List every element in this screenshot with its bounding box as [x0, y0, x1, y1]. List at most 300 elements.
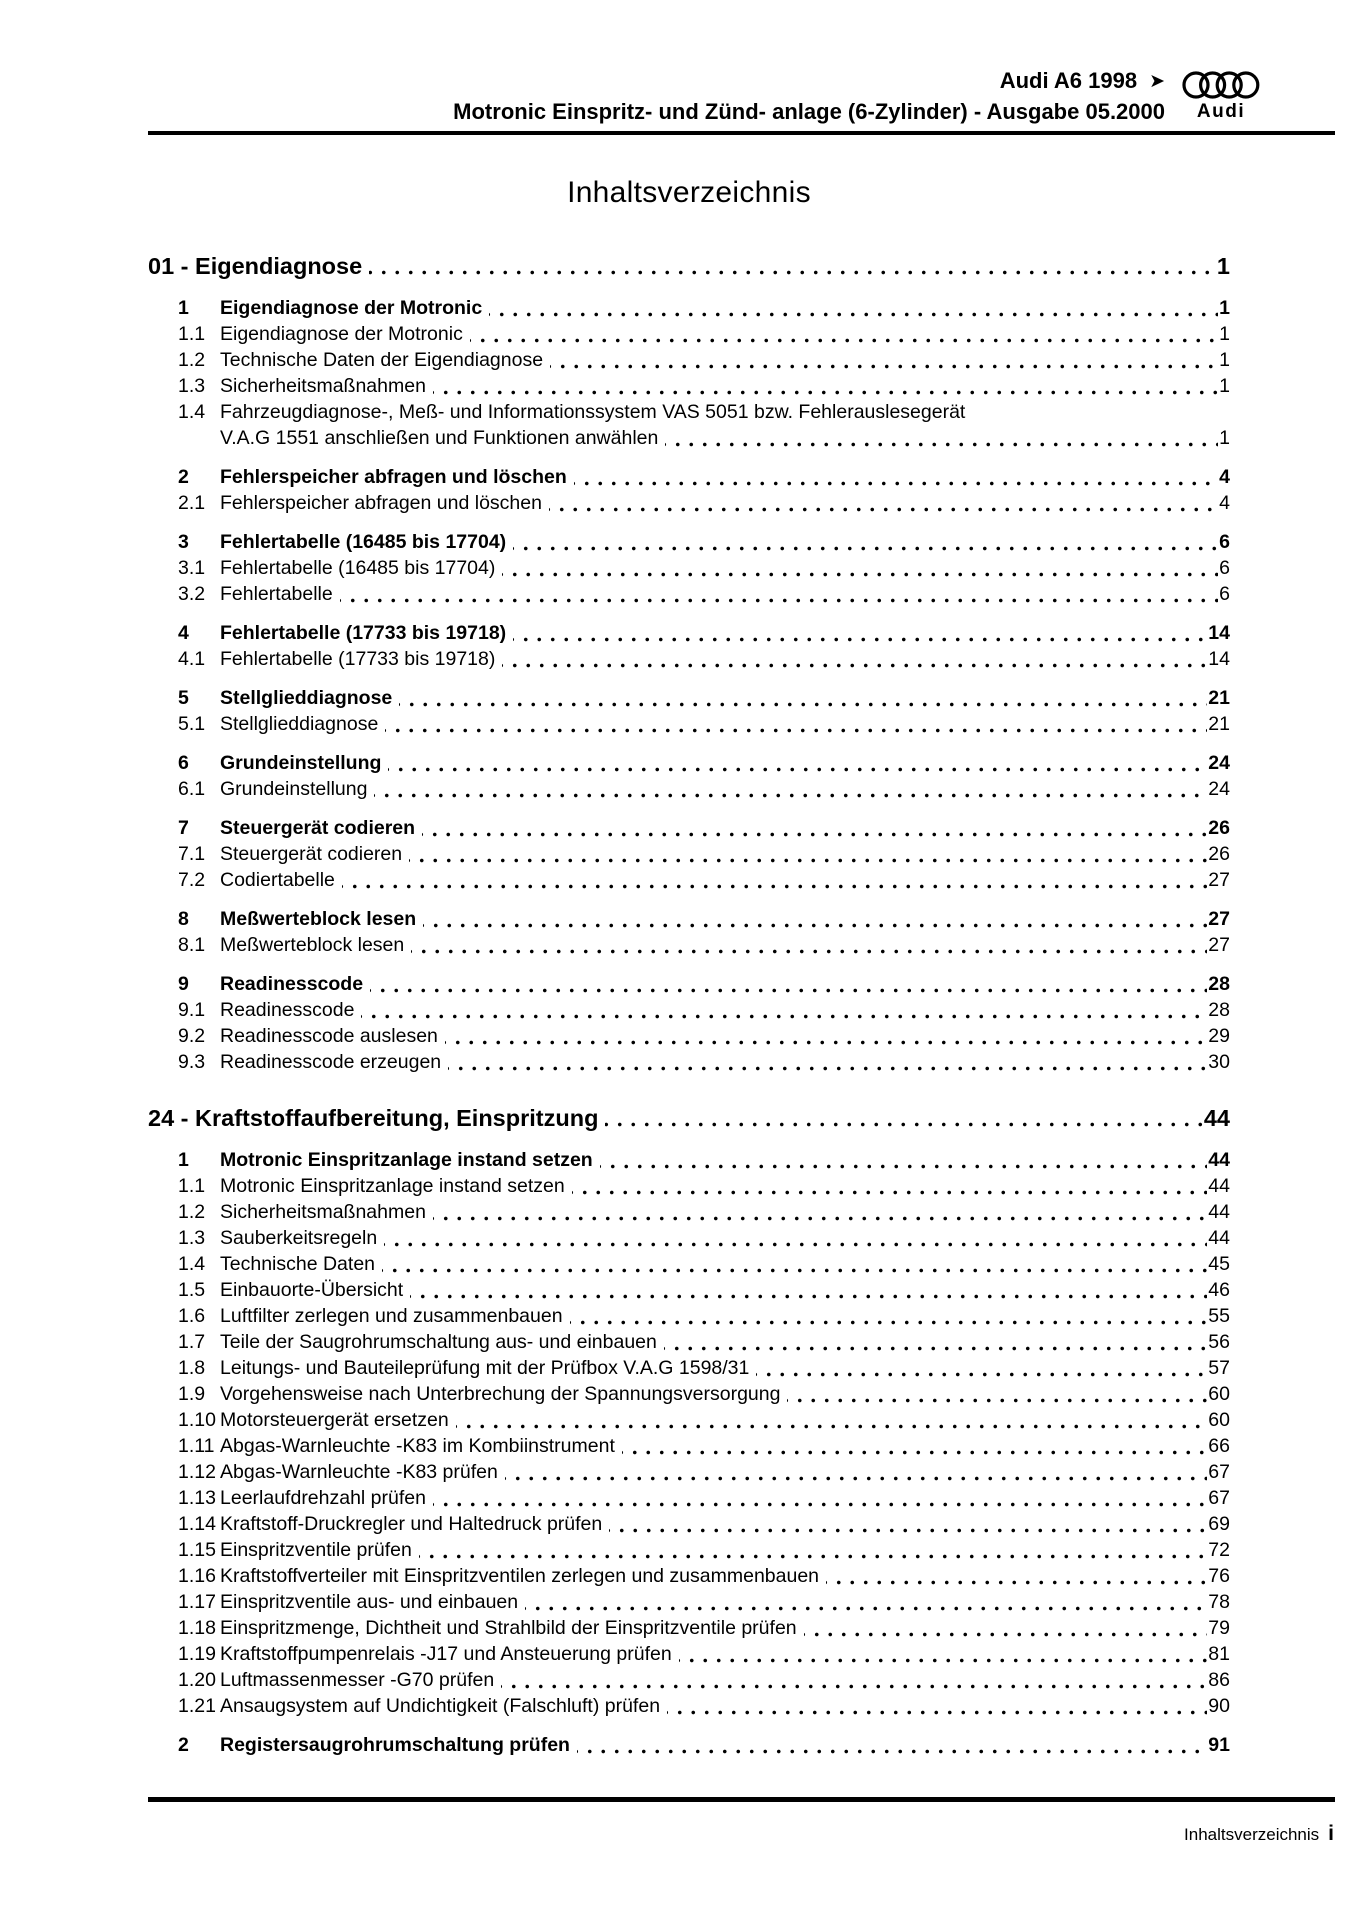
toc-entry-title-row	[220, 867, 1230, 893]
toc-entry-number: 2	[178, 1734, 189, 1756]
page-footer	[1184, 1822, 1334, 1846]
toc-entry	[178, 1563, 1230, 1589]
toc-entry-page-number: 29	[1208, 1025, 1230, 1047]
dot-leader	[525, 1589, 1207, 1615]
dot-leader	[600, 1147, 1208, 1173]
toc-entry-title-row	[220, 620, 1230, 646]
toc-entry-number: 1.2	[178, 349, 206, 371]
toc-entry-page-number: 1	[1219, 349, 1230, 371]
toc-entry-number: 9.1	[178, 999, 206, 1021]
toc-entry-number: 4.1	[178, 648, 206, 670]
toc-entry	[178, 1407, 1230, 1433]
toc-entry-number: 9.2	[178, 1025, 206, 1047]
toc-entry-title: Stellglieddiagnose	[220, 687, 393, 709]
toc-entry-title: Fehlerspeicher abfragen und löschen	[220, 492, 542, 514]
toc-entry-body	[220, 1615, 1230, 1641]
toc-entry-page-number: 44	[1208, 1149, 1230, 1171]
toc-entry-title-row	[220, 1563, 1230, 1589]
toc-entry-number: 6.1	[178, 778, 206, 800]
toc-entry-title: Sicherheitsmaßnahmen	[220, 375, 426, 397]
toc-entry-title-row	[220, 776, 1230, 802]
toc-entry-title-row	[220, 711, 1230, 737]
toc-chapter-entries	[148, 1147, 1230, 1758]
toc-entry-page-number: 21	[1208, 687, 1230, 709]
toc-entry-number: 3.2	[178, 583, 206, 605]
toc-entry-body	[220, 1511, 1230, 1537]
toc-entry-body	[220, 1589, 1230, 1615]
toc-entry-title: Einspritzventile prüfen	[220, 1539, 412, 1561]
toc-entry-number: 3.1	[178, 557, 206, 579]
toc-entry-body	[220, 1173, 1230, 1199]
toc-entry	[178, 1303, 1230, 1329]
toc-entry-body	[220, 1251, 1230, 1277]
toc-entry-title: Kraftstoffverteiler mit Einspritzventilen zerlegen und zusammenbauen	[220, 1565, 820, 1587]
toc-entry-page-number: 1	[1219, 427, 1230, 449]
toc-entry-number: 1.2	[178, 1201, 206, 1223]
toc-entry-page-number: 81	[1208, 1643, 1230, 1665]
dot-leader	[423, 906, 1207, 932]
toc-entry-title: Fehlertabelle (16485 bis 17704)	[220, 557, 496, 579]
toc-entry-number: 1.3	[178, 1227, 206, 1249]
toc-entry-page-number: 44	[1208, 1227, 1230, 1249]
toc-entry-title: Einbauorte-Übersicht	[220, 1279, 404, 1301]
dot-leader	[502, 555, 1218, 581]
toc-entry-body	[220, 1303, 1230, 1329]
toc-entry	[178, 490, 1230, 516]
toc-entry-title-row	[220, 906, 1230, 932]
dot-leader	[665, 425, 1218, 451]
toc-entry-number: 9	[178, 973, 189, 995]
toc-entry	[178, 321, 1230, 347]
dot-leader	[370, 971, 1207, 997]
toc-entry-title-row	[220, 646, 1230, 672]
toc-entry-body	[220, 711, 1230, 737]
dot-leader	[501, 1667, 1207, 1693]
dot-leader	[549, 490, 1218, 516]
toc-entry-title-row	[220, 1511, 1230, 1537]
toc-entry-page-number: 6	[1219, 531, 1230, 553]
dot-leader	[577, 1732, 1207, 1758]
toc-entry-title: Eigendiagnose der Motronic	[220, 323, 463, 345]
toc-chapter-label: 01 - Eigendiagnose	[148, 253, 363, 279]
toc-entry-body	[220, 295, 1230, 321]
footer-page-number: i	[1328, 1822, 1334, 1845]
toc-entry-title-row	[220, 750, 1230, 776]
toc-entry-number: 1.16	[178, 1565, 216, 1587]
toc-entry-page-number: 6	[1219, 583, 1230, 605]
toc-entry-page-number: 67	[1208, 1461, 1230, 1483]
toc-entry-body	[220, 1049, 1230, 1075]
dot-leader	[550, 347, 1218, 373]
toc-entry-title: Fehlertabelle (17733 bis 19718)	[220, 648, 496, 670]
toc-entry-title-row	[220, 490, 1230, 516]
dot-leader	[574, 464, 1218, 490]
toc-entry-body	[220, 932, 1230, 958]
toc-entry-title-row	[220, 1303, 1230, 1329]
toc-entry-page-number: 91	[1208, 1734, 1230, 1756]
toc-entry-body	[220, 1381, 1230, 1407]
toc-entry-title-row	[220, 529, 1230, 555]
toc-entry-number: 1.4	[178, 401, 206, 423]
toc-entry-number: 3	[178, 531, 189, 553]
toc-entry-title-row	[220, 1693, 1230, 1719]
toc-entry-title-row	[220, 295, 1230, 321]
toc-entry-number: 2	[178, 466, 189, 488]
toc-entry-number: 1.3	[178, 375, 206, 397]
toc-entry	[178, 932, 1230, 958]
toc-entry	[178, 1667, 1230, 1693]
toc-entry-title: Fehlertabelle (16485 bis 17704)	[220, 531, 507, 553]
dot-leader	[679, 1641, 1208, 1667]
dot-leader	[502, 646, 1207, 672]
dot-leader	[361, 997, 1207, 1023]
page-title: Inhaltsverzeichnis	[567, 176, 811, 209]
toc-entry-title: Motronic Einspritzanlage instand setzen	[220, 1149, 593, 1171]
toc-entry	[178, 997, 1230, 1023]
toc-entry-title: Abgas-Warnleuchte -K83 prüfen	[220, 1461, 498, 1483]
toc-entry-page-number: 79	[1208, 1617, 1230, 1639]
toc-entry-number: 7.2	[178, 869, 206, 891]
toc-entry-body	[220, 1329, 1230, 1355]
toc-entry	[178, 1381, 1230, 1407]
toc-entry-body	[220, 347, 1230, 373]
toc-entry-number: 1.15	[178, 1539, 216, 1561]
toc-entry	[178, 1589, 1230, 1615]
toc-entry-number: 1.8	[178, 1357, 206, 1379]
toc-entry-body	[220, 1563, 1230, 1589]
toc-entry-page-number: 4	[1219, 466, 1230, 488]
toc-entry-title-row	[220, 321, 1230, 347]
toc-entry-title: Kraftstoffpumpenrelais -J17 und Ansteuerung prüfen	[220, 1643, 672, 1665]
toc-entry-body	[220, 1355, 1230, 1381]
toc-entry-title: Sicherheitsmaßnahmen	[220, 1201, 426, 1223]
toc-entry-number: 1.5	[178, 1279, 206, 1301]
toc-entry-body	[220, 490, 1230, 516]
dot-leader	[489, 295, 1218, 321]
dot-leader	[419, 1537, 1207, 1563]
toc-entry-number: 1.17	[178, 1591, 216, 1613]
toc-entry	[178, 1251, 1230, 1277]
toc-entry	[178, 1537, 1230, 1563]
dot-leader	[756, 1355, 1207, 1381]
toc-entry-number: 1.21	[178, 1695, 216, 1717]
toc-entry-number: 1.7	[178, 1331, 206, 1353]
toc-entry-body	[220, 399, 1230, 451]
toc-entry-body	[220, 646, 1230, 672]
toc-entry	[178, 1023, 1230, 1049]
toc-entry-page-number: 72	[1208, 1539, 1230, 1561]
toc-entry-page-number: 6	[1219, 557, 1230, 579]
toc-entry-title-row	[220, 1251, 1230, 1277]
toc-entry-number: 1.14	[178, 1513, 216, 1535]
toc-entry-title: Technische Daten der Eigendiagnose	[220, 349, 544, 371]
toc-entry-number: 1.13	[178, 1487, 216, 1509]
toc-entry-body	[220, 867, 1230, 893]
dot-leader	[409, 841, 1207, 867]
dot-leader	[664, 1329, 1207, 1355]
toc-entry-body	[220, 1459, 1230, 1485]
toc-entry-title-row	[220, 464, 1230, 490]
toc-entry-page-number: 90	[1208, 1695, 1230, 1717]
toc-entry	[178, 1511, 1230, 1537]
toc-entry-title-row	[220, 425, 1230, 451]
toc-chapter-label: 24 - Kraftstoffaufbereitung, Einspritzung	[148, 1105, 599, 1131]
toc-entry-title: Meßwerteblock lesen	[220, 934, 405, 956]
toc-entry-title: Fehlerspeicher abfragen und löschen	[220, 466, 567, 488]
dot-leader	[410, 1277, 1207, 1303]
toc-entry-number: 1	[178, 1149, 189, 1171]
page-header	[453, 66, 1165, 126]
dot-leader	[342, 867, 1207, 893]
toc-entry-title-row	[220, 1615, 1230, 1641]
toc-entry	[178, 1459, 1230, 1485]
toc-entry	[178, 1732, 1230, 1758]
toc-entry	[178, 971, 1230, 997]
toc-entry-title-row	[220, 997, 1230, 1023]
toc-entry	[178, 711, 1230, 737]
toc-entry-title: Stellglieddiagnose	[220, 713, 379, 735]
toc-entry-body	[220, 373, 1230, 399]
toc-entry-number: 1.18	[178, 1617, 216, 1639]
dot-leader	[505, 1459, 1207, 1485]
toc-entry-number: 7	[178, 817, 189, 839]
toc-entry-body	[220, 750, 1230, 776]
header-subtitle: Motronic Einspritz- und Zünd- anlage (6-Zylinder) - Ausgabe 05.2000	[453, 99, 1165, 124]
toc-chapter	[148, 1102, 1230, 1758]
toc-entry	[178, 1277, 1230, 1303]
dot-leader	[445, 1023, 1207, 1049]
toc-entry-title-row	[220, 1277, 1230, 1303]
toc-entry	[178, 1485, 1230, 1511]
toc-entry	[178, 581, 1230, 607]
toc-entry-number: 1.6	[178, 1305, 206, 1327]
toc-entry-title-row	[220, 1589, 1230, 1615]
toc-entry	[178, 399, 1230, 451]
toc-entry-title: Einspritzventile aus- und einbauen	[220, 1591, 519, 1613]
audi-rings-icon	[1182, 70, 1260, 100]
toc-entry-number: 5	[178, 687, 189, 709]
toc-entry-title: Vorgehensweise nach Unterbrechung der Spannungsversorgung	[220, 1383, 781, 1405]
toc-entry	[178, 529, 1230, 555]
toc-entry-number: 8	[178, 908, 189, 930]
toc-entry-page-number: 56	[1208, 1331, 1230, 1353]
toc-entry-title-row	[220, 685, 1230, 711]
toc-entry-title: Luftfilter zerlegen und zusammenbauen	[220, 1305, 563, 1327]
dot-leader	[826, 1563, 1207, 1589]
toc-entry	[178, 750, 1230, 776]
toc-entry-page-number: 27	[1208, 908, 1230, 930]
toc-entry-page-number: 14	[1208, 648, 1230, 670]
dot-leader	[804, 1615, 1208, 1641]
toc-entry-page-number: 46	[1208, 1279, 1230, 1301]
toc-entry-body	[220, 1433, 1230, 1459]
toc-entry-body	[220, 1199, 1230, 1225]
audi-wordmark: Audi	[1196, 101, 1246, 122]
toc-entry-page-number: 69	[1208, 1513, 1230, 1535]
toc-entry-title: Leerlaufdrehzahl prüfen	[220, 1487, 426, 1509]
toc-entry-number: 1.10	[178, 1409, 216, 1431]
dot-leader	[433, 373, 1218, 399]
toc-entry-title-row	[220, 1199, 1230, 1225]
toc-entry	[178, 646, 1230, 672]
toc-entry-number: 9.3	[178, 1051, 206, 1073]
toc-entry-title: Registersaugrohrumschaltung prüfen	[220, 1734, 570, 1756]
dot-leader	[411, 932, 1207, 958]
toc-entry-title: Grundeinstellung	[220, 752, 382, 774]
toc-entry-title-row	[220, 581, 1230, 607]
toc-entry-title: Grundeinstellung	[220, 778, 368, 800]
toc-entry-body	[220, 1407, 1230, 1433]
toc-entry-number: 1.4	[178, 1253, 206, 1275]
dot-leader	[433, 1485, 1207, 1511]
toc-entry-title: Sauberkeitsregeln	[220, 1227, 378, 1249]
toc-entry-number: 2.1	[178, 492, 206, 514]
toc-entry-title: Fehlertabelle	[220, 583, 333, 605]
toc-entry-number: 7.1	[178, 843, 206, 865]
dot-leader	[399, 685, 1207, 711]
dot-leader	[787, 1381, 1207, 1407]
toc-entry-title-row	[220, 1459, 1230, 1485]
toc-entry	[178, 906, 1230, 932]
toc-entry-number: 1.1	[178, 1175, 206, 1197]
toc-entry	[178, 1147, 1230, 1173]
toc-entry-body	[220, 1641, 1230, 1667]
toc-entry-title-row	[220, 1225, 1230, 1251]
toc-entry-title: Eigendiagnose der Motronic	[220, 297, 483, 319]
toc-entry-title: Steuergerät codieren	[220, 817, 416, 839]
toc-entry-page-number: 55	[1208, 1305, 1230, 1327]
toc-entry-page-number: 57	[1208, 1357, 1230, 1379]
toc-entry-page-number: 21	[1208, 713, 1230, 735]
toc-entry	[178, 1049, 1230, 1075]
toc-entry-body	[220, 685, 1230, 711]
toc-entry	[178, 1355, 1230, 1381]
toc-entry-page-number: 26	[1208, 817, 1230, 839]
toc-entry-page-number: 27	[1208, 934, 1230, 956]
toc-entry-title: Luftmassenmesser -G70 prüfen	[220, 1669, 495, 1691]
toc-entry-title-row	[220, 1049, 1230, 1075]
header-divider	[148, 131, 1335, 135]
dot-leader	[384, 1225, 1207, 1251]
toc-entry-page-number: 24	[1208, 752, 1230, 774]
toc-entry-title-row	[220, 555, 1230, 581]
toc-entry-body	[220, 321, 1230, 347]
toc-entry-page-number: 1	[1219, 297, 1230, 319]
toc-entry-title: Kraftstoff-Druckregler und Haltedruck prüfen	[220, 1513, 603, 1535]
dot-leader	[513, 620, 1207, 646]
toc-entry-body	[220, 1147, 1230, 1173]
toc-entry-body	[220, 1485, 1230, 1511]
toc-entry-body	[220, 1277, 1230, 1303]
toc-entry-number: 1.11	[178, 1435, 215, 1457]
toc-entry-page-number: 66	[1208, 1435, 1230, 1457]
toc-entry-title-row	[220, 1173, 1230, 1199]
toc-entry-title: Readinesscode	[220, 999, 355, 1021]
toc-entry-page-number: 86	[1208, 1669, 1230, 1691]
toc-entry	[178, 1329, 1230, 1355]
toc-entry-body	[220, 555, 1230, 581]
toc-chapter-entries	[148, 295, 1230, 1075]
toc-entry-page-number: 27	[1208, 869, 1230, 891]
toc-entry	[178, 347, 1230, 373]
toc-entry-page-number: 26	[1208, 843, 1230, 865]
toc-entry-body	[220, 971, 1230, 997]
header-model-line	[453, 66, 1165, 97]
toc-chapter	[148, 250, 1230, 1075]
toc-entry-title-row	[220, 1147, 1230, 1173]
toc-entry-number: 1.9	[178, 1383, 206, 1405]
toc-entry-title-line1: Fahrzeugdiagnose-, Meß- und Informationssystem VAS 5051 bzw. Fehlerauslesegerät	[220, 401, 966, 423]
toc-entry-title: Meßwerteblock lesen	[220, 908, 417, 930]
toc-entry-body	[220, 1023, 1230, 1049]
toc-entry-title-row	[220, 1407, 1230, 1433]
toc-entry	[178, 373, 1230, 399]
toc-entry-title: Motronic Einspritzanlage instand setzen	[220, 1175, 565, 1197]
toc-entry	[178, 1433, 1230, 1459]
toc-entry-number: 1.1	[178, 323, 206, 345]
toc-entry-title: Codiertabelle	[220, 869, 335, 891]
toc-entry-title: Readinesscode	[220, 973, 364, 995]
toc-chapter-heading	[148, 250, 1230, 282]
toc-entry-body	[220, 1225, 1230, 1251]
toc-chapter-page-number: 44	[1203, 1105, 1230, 1131]
toc-entry-page-number: 14	[1208, 622, 1230, 644]
toc-entry-page-number: 1	[1219, 323, 1230, 345]
toc-entry	[178, 620, 1230, 646]
toc-entry-number: 6	[178, 752, 189, 774]
toc-entry	[178, 1199, 1230, 1225]
toc-entry-title-row	[220, 841, 1230, 867]
toc-entry-page-number: 44	[1208, 1201, 1230, 1223]
toc-entry-page-number: 1	[1219, 375, 1230, 397]
dot-leader	[572, 1173, 1208, 1199]
toc-entry-number: 1.12	[178, 1461, 216, 1483]
toc-entry-title-row	[220, 347, 1230, 373]
dot-leader	[609, 1511, 1207, 1537]
toc-entry	[178, 295, 1230, 321]
toc-entry-title-row	[220, 971, 1230, 997]
dot-leader	[513, 529, 1218, 555]
dot-leader	[667, 1693, 1207, 1719]
toc-chapter-heading	[148, 1102, 1230, 1134]
toc-entry-body	[220, 815, 1230, 841]
toc-entry-title-row	[220, 1667, 1230, 1693]
dot-leader	[433, 1199, 1207, 1225]
toc-entry-page-number: 60	[1208, 1409, 1230, 1431]
toc-entry-body	[220, 620, 1230, 646]
toc-entry-page-number: 30	[1208, 1051, 1230, 1073]
toc-entry-title-row	[220, 1537, 1230, 1563]
toc-entry-body	[220, 464, 1230, 490]
toc-chapter-page-number: 1	[1216, 253, 1230, 279]
toc-entry	[178, 867, 1230, 893]
dot-leader	[456, 1407, 1208, 1433]
toc-entry-title: Technische Daten	[220, 1253, 376, 1275]
toc-entry-page-number: 44	[1208, 1175, 1230, 1197]
toc-entry-body	[220, 997, 1230, 1023]
toc-entry	[178, 464, 1230, 490]
header-model-text: Audi A6 1998	[999, 68, 1138, 93]
toc-entry-number: 8.1	[178, 934, 206, 956]
toc-entry-title-row	[220, 1641, 1230, 1667]
toc-entry-title-row	[220, 1381, 1230, 1407]
toc-entry-number: 1.19	[178, 1643, 216, 1665]
dot-leader	[470, 321, 1218, 347]
table-of-contents	[148, 250, 1230, 1758]
toc-entry-body	[220, 581, 1230, 607]
toc-entry-body	[220, 1693, 1230, 1719]
dot-leader	[605, 1102, 1202, 1134]
